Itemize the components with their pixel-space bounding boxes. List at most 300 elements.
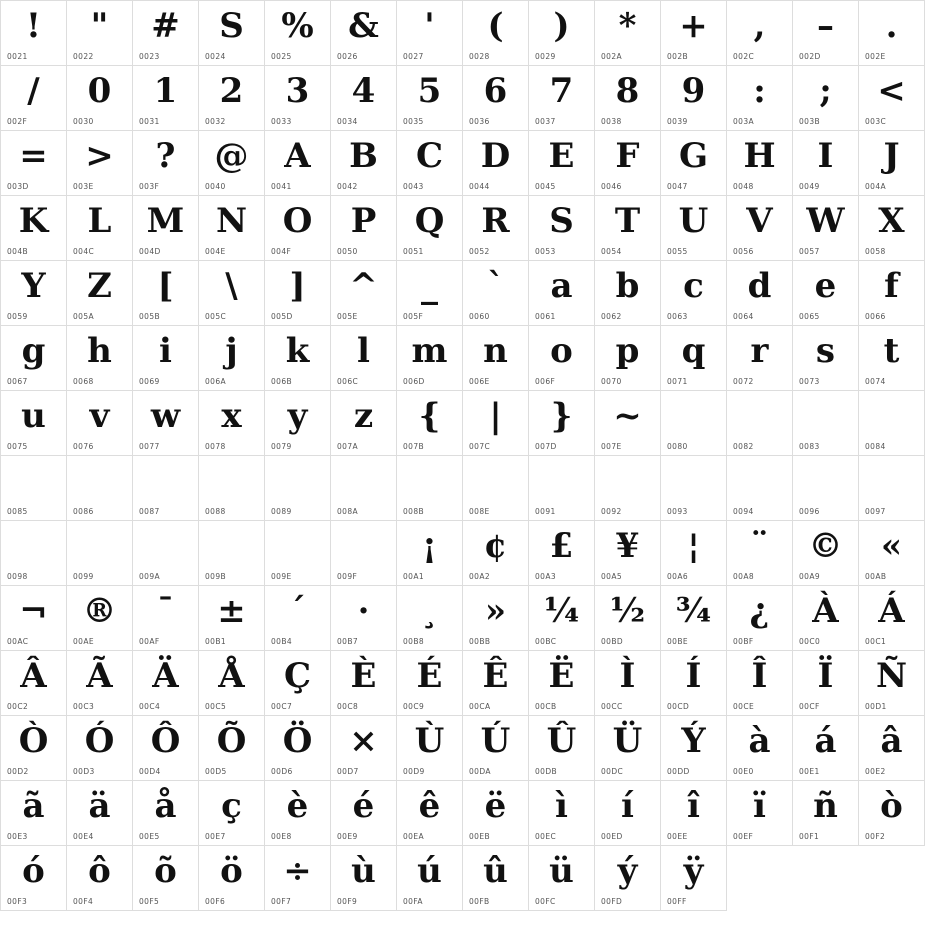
glyph-character: y xyxy=(287,396,308,436)
glyph-cell[interactable] xyxy=(529,716,595,781)
glyph-codepoint: 00E2 xyxy=(865,767,886,776)
glyph-cell[interactable] xyxy=(859,326,925,391)
glyph-cell[interactable] xyxy=(727,456,793,521)
glyph-cell[interactable] xyxy=(859,456,925,521)
glyph-character: ½ xyxy=(609,591,646,631)
glyph-codepoint: 00DB xyxy=(535,767,558,776)
glyph-cell[interactable] xyxy=(529,66,595,131)
glyph-cell[interactable] xyxy=(727,521,793,586)
glyph-cell[interactable] xyxy=(67,651,133,716)
glyph-character xyxy=(859,393,924,439)
glyph-cell[interactable] xyxy=(397,326,463,391)
glyph-cell[interactable] xyxy=(529,846,595,911)
glyph-character: B xyxy=(349,136,378,176)
glyph-cell[interactable] xyxy=(67,716,133,781)
glyph-cell[interactable] xyxy=(661,391,727,456)
glyph-cell[interactable] xyxy=(199,196,265,261)
glyph-cell[interactable] xyxy=(727,651,793,716)
glyph-cell[interactable] xyxy=(859,586,925,651)
glyph-codepoint: 0062 xyxy=(601,312,622,321)
glyph-cell[interactable] xyxy=(265,391,331,456)
glyph-cell[interactable] xyxy=(397,196,463,261)
glyph-codepoint: 0078 xyxy=(205,442,226,451)
glyph-cell[interactable] xyxy=(1,586,67,651)
glyph-cell[interactable] xyxy=(661,196,727,261)
glyph-cell[interactable] xyxy=(727,66,793,131)
glyph-cell[interactable] xyxy=(793,66,859,131)
glyph-cell[interactable] xyxy=(133,456,199,521)
glyph-cell[interactable] xyxy=(331,651,397,716)
grid-filler xyxy=(793,846,859,911)
glyph-codepoint: 002D xyxy=(799,52,821,61)
glyph-cell[interactable] xyxy=(595,846,661,911)
glyph-cell[interactable] xyxy=(661,586,727,651)
glyph-cell[interactable] xyxy=(67,456,133,521)
glyph-cell[interactable] xyxy=(595,456,661,521)
glyph-cell[interactable] xyxy=(133,66,199,131)
glyph-cell[interactable] xyxy=(463,716,529,781)
glyph-cell[interactable] xyxy=(133,716,199,781)
glyph-character: ì xyxy=(555,786,568,826)
glyph-cell[interactable] xyxy=(727,1,793,66)
glyph-cell[interactable] xyxy=(661,261,727,326)
glyph-cell[interactable] xyxy=(1,261,67,326)
glyph-cell[interactable] xyxy=(859,131,925,196)
glyph-cell[interactable] xyxy=(661,651,727,716)
glyph-cell[interactable] xyxy=(661,521,727,586)
glyph-character: , xyxy=(753,6,766,46)
glyph-cell[interactable] xyxy=(463,326,529,391)
glyph-cell[interactable] xyxy=(793,456,859,521)
glyph-codepoint: 00E4 xyxy=(73,832,94,841)
glyph-cell[interactable] xyxy=(133,521,199,586)
glyph-character: ) xyxy=(553,6,570,46)
glyph-codepoint: 0060 xyxy=(469,312,490,321)
glyph-cell[interactable] xyxy=(463,781,529,846)
glyph-character: ù xyxy=(351,851,376,891)
glyph-codepoint: 0044 xyxy=(469,182,490,191)
glyph-character: É xyxy=(416,656,443,696)
glyph-cell[interactable] xyxy=(595,261,661,326)
glyph-cell[interactable] xyxy=(529,196,595,261)
glyph-cell[interactable] xyxy=(265,261,331,326)
glyph-codepoint: 009B xyxy=(205,572,227,581)
glyph-codepoint: 00CC xyxy=(601,702,623,711)
glyph-codepoint: 00A6 xyxy=(667,572,689,581)
glyph-cell[interactable] xyxy=(199,66,265,131)
glyph-cell[interactable] xyxy=(67,781,133,846)
glyph-character: J xyxy=(883,136,900,176)
glyph-codepoint: 0066 xyxy=(865,312,886,321)
glyph-character: k xyxy=(285,331,310,371)
glyph-character: Q xyxy=(414,201,445,241)
glyph-cell[interactable] xyxy=(199,456,265,521)
glyph-cell[interactable] xyxy=(67,846,133,911)
glyph-codepoint: 00F2 xyxy=(865,832,886,841)
glyph-codepoint: 007C xyxy=(469,442,491,451)
glyph-cell[interactable] xyxy=(859,391,925,456)
glyph-cell[interactable] xyxy=(1,196,67,261)
glyph-cell[interactable] xyxy=(793,716,859,781)
glyph-codepoint: 004D xyxy=(139,247,161,256)
glyph-cell[interactable] xyxy=(331,716,397,781)
glyph-cell[interactable] xyxy=(397,456,463,521)
glyph-cell[interactable] xyxy=(133,131,199,196)
glyph-cell[interactable] xyxy=(265,521,331,586)
glyph-cell[interactable] xyxy=(199,1,265,66)
glyph-cell[interactable] xyxy=(331,326,397,391)
glyph-codepoint: 0098 xyxy=(7,572,28,581)
glyph-cell[interactable] xyxy=(133,326,199,391)
glyph-character: õ xyxy=(154,851,177,891)
glyph-cell[interactable] xyxy=(199,326,265,391)
glyph-character: G xyxy=(678,136,709,176)
glyph-codepoint: 007A xyxy=(337,442,359,451)
glyph-cell[interactable] xyxy=(67,261,133,326)
glyph-codepoint: 0089 xyxy=(271,507,292,516)
glyph-cell[interactable] xyxy=(1,716,67,781)
glyph-cell[interactable] xyxy=(463,456,529,521)
glyph-character xyxy=(1,523,66,569)
glyph-cell[interactable] xyxy=(199,261,265,326)
glyph-cell[interactable] xyxy=(859,261,925,326)
glyph-cell[interactable] xyxy=(727,391,793,456)
glyph-character: S xyxy=(219,6,244,46)
glyph-cell[interactable] xyxy=(265,456,331,521)
glyph-character: ÿ xyxy=(683,851,704,891)
glyph-cell[interactable] xyxy=(397,131,463,196)
glyph-character: w xyxy=(150,396,181,436)
glyph-cell[interactable] xyxy=(727,131,793,196)
glyph-cell[interactable] xyxy=(661,781,727,846)
glyph-character: R xyxy=(481,201,510,241)
glyph-cell[interactable] xyxy=(397,521,463,586)
glyph-codepoint: 00D6 xyxy=(271,767,293,776)
glyph-cell[interactable] xyxy=(661,66,727,131)
glyph-cell[interactable] xyxy=(1,651,67,716)
glyph-character: 6 xyxy=(483,71,508,111)
glyph-cell[interactable] xyxy=(463,846,529,911)
glyph-character: Ó xyxy=(84,721,115,761)
glyph-cell[interactable] xyxy=(331,131,397,196)
glyph-cell[interactable] xyxy=(595,326,661,391)
glyph-cell[interactable] xyxy=(793,326,859,391)
glyph-codepoint: 002C xyxy=(733,52,755,61)
glyph-cell[interactable] xyxy=(199,131,265,196)
glyph-cell[interactable] xyxy=(331,781,397,846)
glyph-cell[interactable] xyxy=(331,66,397,131)
glyph-cell[interactable] xyxy=(397,716,463,781)
glyph-cell[interactable] xyxy=(463,261,529,326)
glyph-cell[interactable] xyxy=(793,261,859,326)
glyph-character xyxy=(397,458,462,504)
glyph-character: o xyxy=(550,331,573,371)
glyph-cell[interactable] xyxy=(331,261,397,326)
glyph-character: l xyxy=(357,331,370,371)
glyph-character: h xyxy=(87,331,112,371)
glyph-character: ý xyxy=(617,851,638,891)
glyph-cell[interactable] xyxy=(133,651,199,716)
glyph-cell[interactable] xyxy=(331,586,397,651)
glyph-cell[interactable] xyxy=(727,781,793,846)
glyph-character: 7 xyxy=(549,71,574,111)
glyph-cell[interactable] xyxy=(67,131,133,196)
glyph-cell[interactable] xyxy=(133,1,199,66)
glyph-codepoint: 0087 xyxy=(139,507,160,516)
glyph-cell[interactable] xyxy=(1,456,67,521)
glyph-cell[interactable] xyxy=(595,131,661,196)
glyph-cell[interactable] xyxy=(859,521,925,586)
glyph-cell[interactable] xyxy=(133,391,199,456)
glyph-cell[interactable] xyxy=(595,521,661,586)
glyph-codepoint: 00BC xyxy=(535,637,557,646)
glyph-cell[interactable] xyxy=(661,131,727,196)
glyph-cell[interactable] xyxy=(199,521,265,586)
glyph-cell[interactable] xyxy=(1,1,67,66)
glyph-cell[interactable] xyxy=(529,1,595,66)
glyph-codepoint: 0031 xyxy=(139,117,160,126)
glyph-cell[interactable] xyxy=(199,716,265,781)
glyph-cell[interactable] xyxy=(595,586,661,651)
glyph-character: ö xyxy=(220,851,243,891)
glyph-cell[interactable] xyxy=(793,196,859,261)
glyph-codepoint: 0043 xyxy=(403,182,424,191)
glyph-cell[interactable] xyxy=(793,651,859,716)
glyph-cell[interactable] xyxy=(397,391,463,456)
glyph-cell[interactable] xyxy=(727,261,793,326)
glyph-cell[interactable] xyxy=(397,66,463,131)
glyph-cell[interactable] xyxy=(529,391,595,456)
glyph-cell[interactable] xyxy=(265,716,331,781)
glyph-cell[interactable] xyxy=(463,1,529,66)
glyph-cell[interactable] xyxy=(1,66,67,131)
glyph-cell[interactable] xyxy=(67,196,133,261)
glyph-cell[interactable] xyxy=(67,1,133,66)
glyph-cell[interactable] xyxy=(67,586,133,651)
glyph-codepoint: 00F7 xyxy=(271,897,292,906)
glyph-cell[interactable] xyxy=(133,261,199,326)
glyph-codepoint: 00E8 xyxy=(271,832,292,841)
glyph-cell[interactable] xyxy=(397,1,463,66)
glyph-cell[interactable] xyxy=(661,716,727,781)
glyph-cell[interactable] xyxy=(595,391,661,456)
glyph-cell[interactable] xyxy=(133,586,199,651)
glyph-cell[interactable] xyxy=(397,261,463,326)
glyph-cell[interactable] xyxy=(793,391,859,456)
glyph-character: Û xyxy=(546,721,577,761)
glyph-character: ~ xyxy=(613,396,642,436)
glyph-codepoint: 00ED xyxy=(601,832,623,841)
glyph-cell[interactable] xyxy=(595,716,661,781)
glyph-cell[interactable] xyxy=(859,196,925,261)
glyph-cell[interactable] xyxy=(595,66,661,131)
glyph-cell[interactable] xyxy=(859,1,925,66)
glyph-cell[interactable] xyxy=(661,846,727,911)
glyph-codepoint: 005F xyxy=(403,312,424,321)
glyph-codepoint: 00AC xyxy=(7,637,29,646)
glyph-cell[interactable] xyxy=(265,326,331,391)
glyph-cell[interactable] xyxy=(595,1,661,66)
glyph-cell[interactable] xyxy=(793,1,859,66)
glyph-cell[interactable] xyxy=(1,326,67,391)
glyph-character: s xyxy=(815,331,836,371)
glyph-cell[interactable] xyxy=(595,651,661,716)
glyph-codepoint: 00D1 xyxy=(865,702,887,711)
glyph-cell[interactable] xyxy=(529,781,595,846)
glyph-character: ü xyxy=(549,851,574,891)
glyph-codepoint: 0092 xyxy=(601,507,622,516)
glyph-codepoint: 00D9 xyxy=(403,767,425,776)
glyph-cell[interactable] xyxy=(331,521,397,586)
glyph-cell[interactable] xyxy=(331,846,397,911)
glyph-character: Ë xyxy=(548,656,575,696)
glyph-cell[interactable] xyxy=(661,326,727,391)
glyph-cell[interactable] xyxy=(727,586,793,651)
glyph-cell[interactable] xyxy=(859,781,925,846)
glyph-cell[interactable] xyxy=(1,521,67,586)
glyph-cell[interactable] xyxy=(463,521,529,586)
glyph-cell[interactable] xyxy=(199,651,265,716)
glyph-cell[interactable] xyxy=(727,716,793,781)
glyph-character: % xyxy=(281,6,314,46)
glyph-cell[interactable] xyxy=(463,651,529,716)
glyph-character: < xyxy=(877,71,906,111)
glyph-codepoint: 0065 xyxy=(799,312,820,321)
glyph-cell[interactable] xyxy=(529,521,595,586)
glyph-character: Ñ xyxy=(875,656,908,696)
glyph-codepoint: 00D7 xyxy=(337,767,359,776)
glyph-cell[interactable] xyxy=(265,66,331,131)
glyph-codepoint: 0068 xyxy=(73,377,94,386)
glyph-cell[interactable] xyxy=(397,586,463,651)
glyph-cell[interactable] xyxy=(67,66,133,131)
glyph-cell[interactable] xyxy=(265,196,331,261)
glyph-cell[interactable] xyxy=(265,846,331,911)
glyph-cell[interactable] xyxy=(331,456,397,521)
glyph-cell[interactable] xyxy=(265,131,331,196)
glyph-cell[interactable] xyxy=(1,391,67,456)
glyph-character: 0 xyxy=(87,71,112,111)
glyph-cell[interactable] xyxy=(727,326,793,391)
glyph-cell[interactable] xyxy=(331,1,397,66)
glyph-character: x xyxy=(221,396,242,436)
glyph-cell[interactable] xyxy=(397,781,463,846)
glyph-cell[interactable] xyxy=(133,196,199,261)
glyph-cell[interactable] xyxy=(265,1,331,66)
glyph-character: d xyxy=(747,266,772,306)
glyph-cell[interactable] xyxy=(1,131,67,196)
glyph-cell[interactable] xyxy=(793,781,859,846)
glyph-cell[interactable] xyxy=(265,651,331,716)
glyph-cell[interactable] xyxy=(1,846,67,911)
glyph-cell[interactable] xyxy=(859,716,925,781)
glyph-cell[interactable] xyxy=(397,651,463,716)
glyph-character: @ xyxy=(214,136,249,176)
glyph-character: å xyxy=(154,786,177,826)
glyph-cell[interactable] xyxy=(793,586,859,651)
glyph-codepoint: 00D2 xyxy=(7,767,29,776)
glyph-cell[interactable] xyxy=(463,586,529,651)
glyph-character xyxy=(727,458,792,504)
glyph-cell[interactable] xyxy=(265,586,331,651)
glyph-cell[interactable] xyxy=(463,131,529,196)
glyph-cell[interactable] xyxy=(793,131,859,196)
glyph-codepoint: 003C xyxy=(865,117,887,126)
glyph-codepoint: 00EA xyxy=(403,832,425,841)
glyph-character: E xyxy=(548,136,575,176)
glyph-character: ô xyxy=(88,851,111,891)
glyph-character: [ xyxy=(157,266,174,306)
glyph-cell[interactable] xyxy=(595,781,661,846)
glyph-cell[interactable] xyxy=(133,846,199,911)
glyph-character: S xyxy=(549,201,574,241)
glyph-cell[interactable] xyxy=(397,846,463,911)
glyph-cell[interactable] xyxy=(199,846,265,911)
glyph-cell[interactable] xyxy=(1,781,67,846)
glyph-character: é xyxy=(352,786,375,826)
glyph-character: â xyxy=(880,721,903,761)
glyph-character: / xyxy=(27,71,40,111)
glyph-character: Ú xyxy=(480,721,511,761)
glyph-cell[interactable] xyxy=(265,781,331,846)
glyph-codepoint: 0022 xyxy=(73,52,94,61)
glyph-character: î xyxy=(687,786,700,826)
glyph-character: ( xyxy=(487,6,504,46)
glyph-cell[interactable] xyxy=(463,391,529,456)
glyph-cell[interactable] xyxy=(859,651,925,716)
glyph-character: ´ xyxy=(289,591,306,631)
glyph-codepoint: 007D xyxy=(535,442,557,451)
glyph-cell[interactable] xyxy=(67,521,133,586)
glyph-codepoint: 0063 xyxy=(667,312,688,321)
glyph-codepoint: 006A xyxy=(205,377,227,386)
glyph-cell[interactable] xyxy=(331,391,397,456)
glyph-codepoint: 00C5 xyxy=(205,702,227,711)
glyph-cell[interactable] xyxy=(529,651,595,716)
glyph-cell[interactable] xyxy=(859,66,925,131)
glyph-cell[interactable] xyxy=(463,196,529,261)
glyph-cell[interactable] xyxy=(793,521,859,586)
glyph-cell[interactable] xyxy=(67,391,133,456)
glyph-cell[interactable] xyxy=(529,586,595,651)
glyph-cell[interactable] xyxy=(199,781,265,846)
glyph-codepoint: 009A xyxy=(139,572,161,581)
glyph-codepoint: 00C2 xyxy=(7,702,29,711)
glyph-cell[interactable] xyxy=(331,196,397,261)
glyph-cell[interactable] xyxy=(67,326,133,391)
glyph-cell[interactable] xyxy=(133,781,199,846)
glyph-cell[interactable] xyxy=(727,196,793,261)
glyph-cell[interactable] xyxy=(529,131,595,196)
glyph-cell[interactable] xyxy=(529,456,595,521)
glyph-character: m xyxy=(411,331,448,371)
glyph-cell[interactable] xyxy=(661,1,727,66)
glyph-cell[interactable] xyxy=(199,586,265,651)
glyph-codepoint: 0049 xyxy=(799,182,820,191)
glyph-cell[interactable] xyxy=(529,326,595,391)
glyph-cell[interactable] xyxy=(595,196,661,261)
glyph-cell[interactable] xyxy=(529,261,595,326)
glyph-cell[interactable] xyxy=(661,456,727,521)
glyph-codepoint: 004C xyxy=(73,247,95,256)
glyph-codepoint: 007B xyxy=(403,442,425,451)
glyph-codepoint: 00AB xyxy=(865,572,887,581)
glyph-character: » xyxy=(484,591,507,631)
glyph-cell[interactable] xyxy=(199,391,265,456)
glyph-codepoint: 006C xyxy=(337,377,359,386)
glyph-cell[interactable] xyxy=(463,66,529,131)
glyph-codepoint: 00BF xyxy=(733,637,754,646)
